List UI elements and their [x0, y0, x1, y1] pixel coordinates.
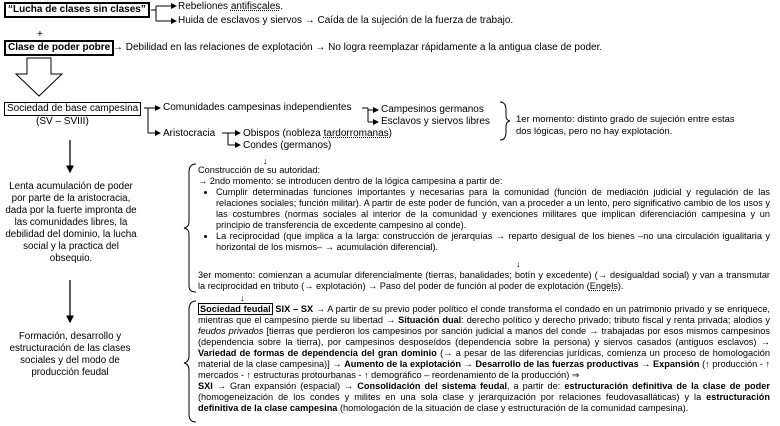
sf-text-3: [tierras que perdieron los campesinos por sanción judicial a manos del conde → trabajadas por esos mismos campesinos (dependencia sobre la tierra), por campesinos desposeídos (dependencia sobre la persona) y siervos casados (antiguos esclavos) →: [198, 326, 770, 347]
sf-text-1: → A partir de su previo poder político el conde transforma el condado en un patrimonio privado y se enriquece, mientras que el campesino pierde su libertad →: [198, 304, 770, 325]
obispos-text-a: Obispos (nobleza: [243, 128, 324, 139]
aristocracia-bracket: [222, 133, 240, 145]
momento3-text-b: Engels: [589, 281, 618, 291]
momento3-text-c: ).: [617, 281, 624, 291]
obispos-text-b: tardorromanas: [323, 128, 389, 139]
sociedad-feudal-block: [198, 304, 770, 414]
rebeliones-text-c: .: [280, 1, 284, 12]
small-down-arrow-1: ↓: [263, 156, 268, 166]
momento2-list: [198, 187, 770, 253]
obispos-text-c: ): [388, 128, 392, 139]
comunidades-bracket: [362, 108, 378, 122]
bullet-funciones: • Cumplir determinadas funciones importantes y necesarias para la comunidad (función de mediación judicial y regulación de las relaciones sociales; función militar). A partir de este poder de función, van a proceder a un lento, pero significativo cambio de los usos y las costumbres (normas sociales al interior de la comunidad y exenciones militares que implican diferenciación campesina y un principio de transferencia de excedente campesino al conde).: [216, 187, 770, 231]
rebeliones-text: [178, 1, 283, 13]
momento1-brace: [500, 102, 510, 140]
sf-clase-campesina: estructuración definitiva de la clase campesina: [198, 392, 770, 413]
sociedad-bracket: [144, 108, 160, 133]
sf-aumento-explotacion: Aumento de la explotación → Desarrollo de las fuerzas productivas → Expansión: [344, 359, 700, 369]
lenta-acumulacion-text: Lenta acumulación de poder por parte de la aristocracia, dada por la fuerte impronta de las comunidades libres, la debilidad del dominio, la lucha social y la practica del obsequio.: [5, 181, 137, 264]
huida-text: Huida de esclavos y siervos → Caída de la sujeción de la fuerza de trabajo.: [178, 15, 514, 26]
clase-poder-box: Clase de poder pobre: [4, 40, 114, 56]
top-bracket: [151, 6, 176, 21]
debilidad-text: → Debilidad en las relaciones de explotación → No logra reemplazar rápidamente a la antigua clase de poder.: [113, 42, 603, 53]
aristocracia-text: Aristocracia: [163, 128, 216, 139]
lucha-clases-box: “Lucha de clases sin clases”: [4, 2, 150, 18]
sociedad-feudal-title: Sociedad feudal: [200, 304, 271, 314]
sf-feudos-privados: feudos privados: [198, 326, 264, 336]
campesinos-germanos-text: Campesinos germanos: [381, 104, 484, 115]
sf-text-9: (homologación de la situación de clase y estructuración de la comunidad campesina).: [337, 403, 689, 413]
sf-text-7: , a partir de:: [507, 381, 565, 391]
construccion-block: [198, 165, 770, 253]
sf-sxi: SXI: [198, 381, 213, 391]
small-down-arrow-3: ↓: [240, 293, 245, 303]
sf-consolidacion: Consolidación del sistema feudal: [357, 381, 508, 391]
rebeliones-text-b: antifiscales: [230, 1, 281, 12]
momento2-text: → 2ndo momento: se introducen dentro de la lógica campesina a partir de:: [198, 176, 503, 186]
sf-text-2: : derecho político y derecho privado; tributo fiscal y renta privada; alodios y: [461, 315, 770, 325]
small-down-arrow-2: ↓: [516, 259, 521, 269]
sf-situacion-dual: Situación dual: [398, 315, 462, 325]
hollow-down-arrow: [16, 58, 62, 96]
comunidades-text: Comunidades campesinas independientes: [163, 102, 352, 113]
rebeliones-text-a: Rebeliones: [178, 1, 231, 12]
sf-centuries: SIX – SX: [272, 304, 314, 314]
bullet-reciprocidad: • La reciprocidad (que implica a la larga: construcción de jerarquías → reparto desigual de los bienes –no una circulación igualitaria y horizontal de los mismos– → acumulación diferencial).: [216, 231, 770, 253]
construccion-title: Construcción de su autoridad:: [198, 165, 321, 175]
sf-variedad-formas: Variedad de formas de dependencia del gran dominio: [198, 348, 437, 358]
obispos-text: [243, 128, 392, 140]
sf-clase-poder: estructuración definitiva de la clase de poder: [564, 381, 770, 391]
condes-text: Condes (germanos): [243, 140, 332, 151]
esclavos-siervos-text: Esclavos y siervos libres: [381, 116, 490, 127]
momento3-text-a: 3er momento: comienzan a acumular diferencialmente (tierras, banalidades; botín y excedente) (→ desigualdad social) y van a transmutar la reciprocidad en tributo (→ explotación) → Paso del poder de función al poder de explotación (: [198, 270, 770, 291]
period-text: (SV – SVIII): [36, 116, 89, 127]
feudal-brace: [184, 301, 196, 422]
sociedad-campesina-box: Sociedad de base campesina: [4, 102, 141, 116]
sf-text-8: (homogeneización de los condes y milites en una sola clase y jerarquización por relaciones feudovasalláticas) y la: [198, 392, 707, 402]
plus-sign: +: [37, 29, 43, 40]
formacion-text: Formación, desarrollo y estructuración de las clases sociales y del modo de producción feudal: [9, 331, 131, 378]
sf-text-6: → Gran expansión (espacial) →: [212, 381, 358, 391]
sf-text-4: (→ a pesar de las diferencias jurídicas, comienza un proceso de homologación material de la clase campesina)] →: [198, 348, 770, 369]
momento3-text: [198, 270, 770, 292]
sf-text-5: (↑ producción - ↑ mercados - ↑ estructuras protourbanas - ↑ demográfico – reordenamiento de la producción) ⇒: [198, 359, 771, 380]
momento1-text: 1er momento: distinto grado de sujeción entre estas dos lógicas, pero no hay explotación.: [516, 114, 735, 137]
construccion-brace: [184, 164, 196, 292]
